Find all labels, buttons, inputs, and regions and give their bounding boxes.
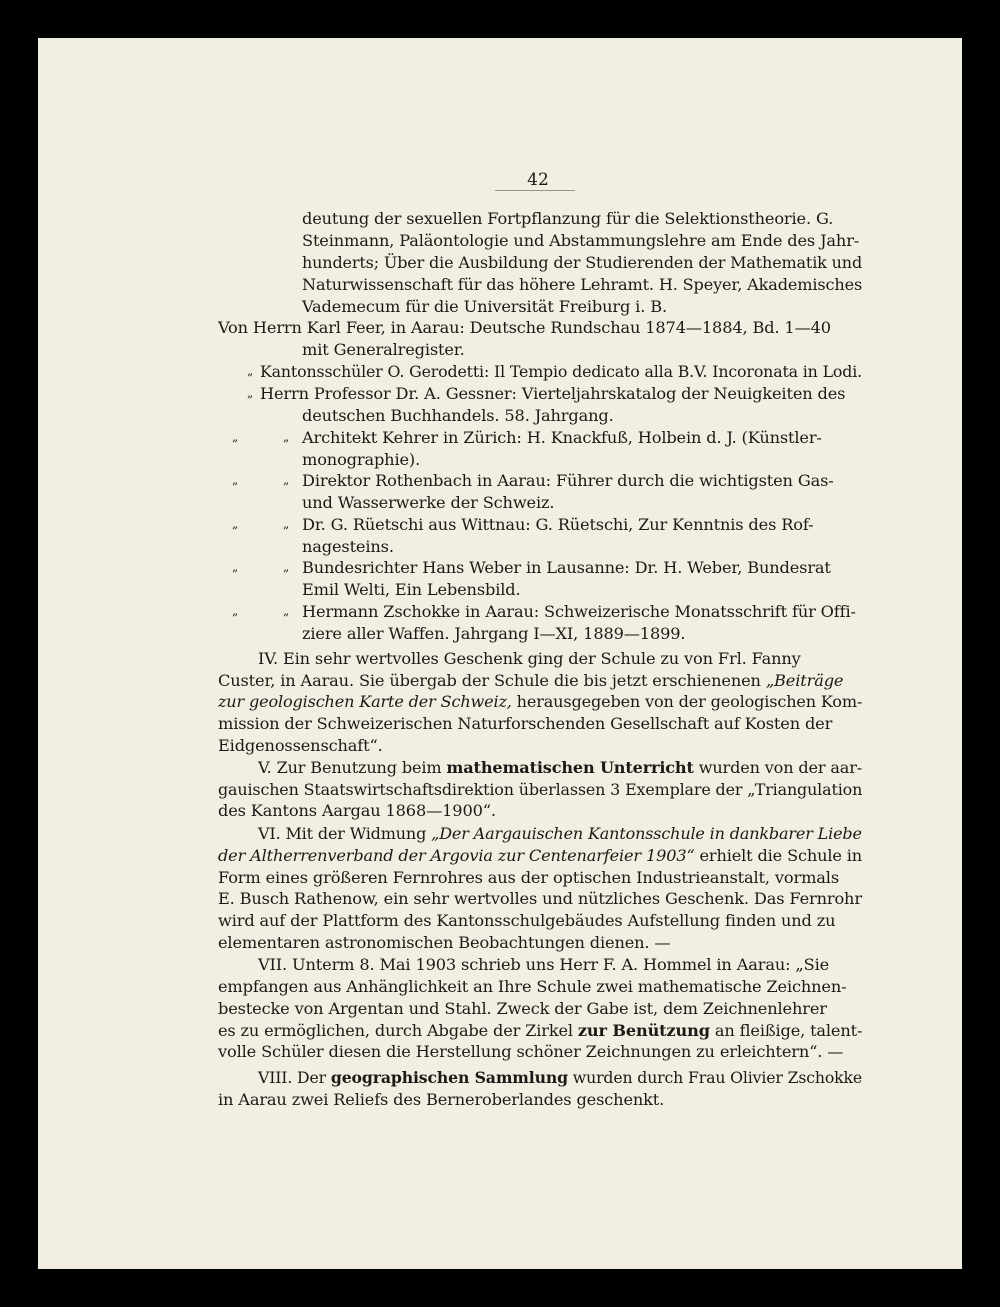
ditto-mark: „ — [232, 604, 239, 618]
text-line: Naturwissenschaft für das höhere Lehramt. H. Speyer, Akademisches — [302, 275, 863, 294]
text-line: ziere aller Waffen. Jahrgang I—XI, 1889—1899. — [302, 624, 686, 643]
text-span: es zu ermöglichen, durch Abgabe der Zirkel — [218, 1021, 573, 1040]
text-line: mission der Schweizerischen Naturforschenden Gesellschaft auf Kosten der — [218, 714, 833, 733]
text-span: Custer, in Aarau. Sie übergab der Schule die bis jetzt erschienenen — [218, 671, 761, 690]
text-line: Herrn Professor Dr. A. Gessner: Vierteljahrskatalog der Neuigkeiten des — [260, 384, 846, 403]
italic-dedication: „Der Aargauischen Kantonsschule in dankbarer Liebe — [431, 824, 862, 843]
text-line: deutschen Buchhandels. 58. Jahrgang. — [302, 406, 614, 425]
bold-term: mathematischen Unterricht — [446, 758, 694, 777]
ditto-mark: „ — [232, 560, 239, 574]
text-line: und Wasserwerke der Schweiz. — [302, 493, 555, 512]
text-span: erhielt die Schule in — [699, 846, 863, 865]
text-line — [218, 691, 862, 713]
ditto-mark: „ — [232, 473, 239, 487]
text-line: in Aarau zwei Reliefs des Berneroberlandes geschenkt. — [218, 1090, 665, 1109]
text-line: nagesteins. — [302, 537, 394, 556]
text-line: Eidgenossenschaft“. — [218, 736, 383, 755]
page-number-rule — [495, 190, 575, 191]
text-span: VIII. Der — [258, 1068, 327, 1087]
text-line: hunderts; Über die Ausbildung der Studierenden der Mathematik und — [302, 253, 863, 272]
text-span: V. Zur Benutzung beim — [258, 758, 442, 777]
text-line: Hermann Zschokke in Aarau: Schweizerische Monatsschrift für Offi- — [302, 602, 856, 621]
ditto-mark: „ — [247, 364, 254, 378]
ditto-mark: „ — [283, 473, 290, 487]
text-span: an fleißige, talent- — [714, 1021, 863, 1040]
text-line — [258, 1067, 862, 1089]
text-span: wurden durch Frau Olivier Zschokke — [572, 1068, 863, 1087]
ditto-mark: „ — [232, 517, 239, 531]
text-line: monographie). — [302, 450, 421, 469]
text-line: mit Generalregister. — [302, 340, 465, 359]
text-line: elementaren astronomischen Beobachtungen dienen. — — [218, 933, 671, 952]
text-line: Steinmann, Paläontologie und Abstammungslehre am Ende des Jahr- — [302, 231, 860, 250]
text-line: VII. Unterm 8. Mai 1903 schrieb uns Herr F. A. Hommel in Aarau: „Sie — [258, 955, 830, 974]
italic-title: zur geologischen Karte der Schweiz, — [218, 692, 512, 711]
text-span: VI. Mit der Widmung — [258, 824, 427, 843]
text-line: Von Herrn Karl Feer, in Aarau: Deutsche Rundschau 1874—1884, Bd. 1—40 — [218, 318, 831, 337]
text-line: Form eines größeren Fernrohres aus der optischen Industrieanstalt, vormals — [218, 868, 839, 887]
text-line: des Kantons Aargau 1868—1900“. — [218, 801, 496, 820]
text-line: E. Busch Rathenow, ein sehr wertvolles und nützliches Geschenk. Das Fernrohr — [218, 889, 862, 908]
ditto-mark: „ — [247, 386, 254, 400]
text-line — [218, 670, 843, 692]
text-line: empfangen aus Anhänglichkeit an Ihre Schule zwei mathematische Zeichnen- — [218, 977, 847, 996]
bold-term: zur Benützung — [577, 1021, 710, 1040]
text-line: Architekt Kehrer in Zürich: H. Knackfuß, Holbein d. J. (Künstler- — [302, 428, 822, 447]
text-line — [258, 823, 862, 845]
italic-dedication: der Altherrenverband der Argovia zur Centenarfeier 1903“ — [218, 846, 695, 865]
text-line: volle Schüler diesen die Herstellung schöner Zeichnungen zu erleichtern“. — — [218, 1042, 844, 1061]
text-line: Direktor Rothenbach in Aarau: Führer durch die wichtigsten Gas- — [302, 471, 834, 490]
page-number: 42 — [527, 170, 549, 190]
text-line: Dr. G. Rüetschi aus Wittnau: G. Rüetschi, Zur Kenntnis des Rof- — [302, 515, 814, 534]
text-line: IV. Ein sehr wertvolles Geschenk ging der Schule zu von Frl. Fanny — [258, 649, 801, 668]
text-line: Bundesrichter Hans Weber in Lausanne: Dr. H. Weber, Bundesrat — [302, 558, 831, 577]
text-line: Emil Welti, Ein Lebensbild. — [302, 580, 521, 599]
ditto-mark: „ — [232, 430, 239, 444]
text-line: Vademecum für die Universität Freiburg i. B. — [302, 297, 667, 316]
text-span: wurden von der aar- — [698, 758, 863, 777]
text-line — [218, 1020, 862, 1042]
text-line: wird auf der Plattform des Kantonsschulgebäudes Aufstellung finden und zu — [218, 911, 836, 930]
ditto-mark: „ — [283, 560, 290, 574]
text-span: herausgegeben von der geologischen Kom- — [516, 692, 863, 711]
text-line — [218, 845, 862, 867]
ditto-mark: „ — [283, 430, 290, 444]
text-line — [258, 757, 862, 779]
text-line: Kantonsschüler O. Gerodetti: Il Tempio dedicato alla B.V. Incoronata in Lodi. — [260, 362, 863, 381]
text-line: deutung der sexuellen Fortpflanzung für die Selektionstheorie. G. — [302, 209, 834, 228]
ditto-mark: „ — [283, 517, 290, 531]
text-line: bestecke von Argentan und Stahl. Zweck der Gabe ist, dem Zeichnenlehrer — [218, 999, 827, 1018]
italic-title: „Beiträge — [765, 671, 844, 690]
bold-term: geographischen Sammlung — [330, 1068, 568, 1087]
ditto-mark: „ — [283, 604, 290, 618]
text-line: gauischen Staatswirtschaftsdirektion überlassen 3 Exemplare der „Triangulation — [218, 780, 863, 799]
